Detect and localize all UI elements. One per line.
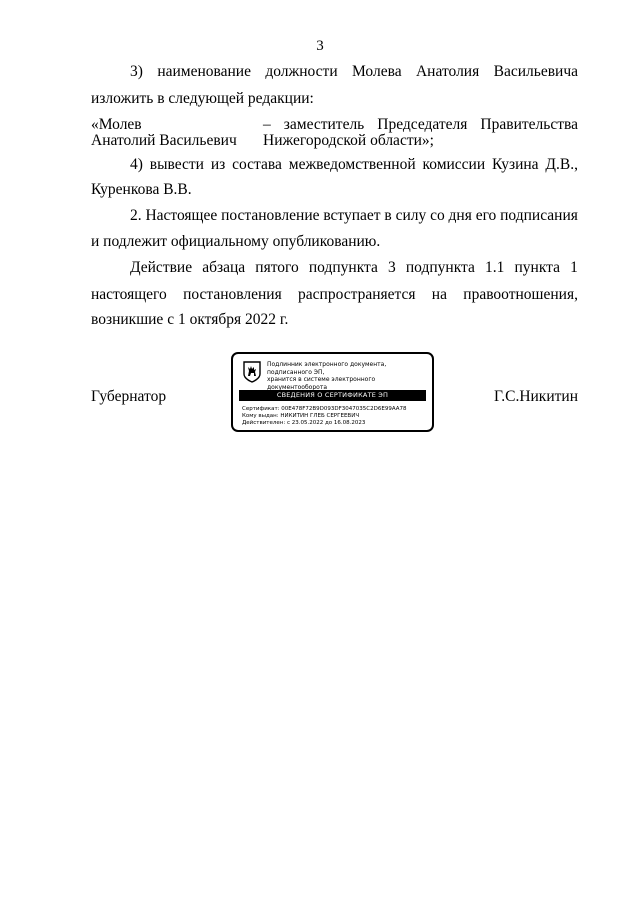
word: должности <box>265 63 338 80</box>
stamp-issued-to-row: Кому выдан: НИКИТИН ГЛЕБ СЕРГЕЕВИЧ <box>242 413 360 419</box>
word: 3) <box>130 63 143 80</box>
paragraph-effect-line-2 <box>91 286 578 304</box>
stamp-certificate-row: Сертификат: 00E478F72B9D093DF3047035C2D6E99AA78 <box>242 406 407 412</box>
word: межведомственной <box>288 156 416 173</box>
nizhny-novgorod-emblem-icon <box>242 361 262 383</box>
word: наименование <box>157 63 251 80</box>
paragraph-effect-line-1 <box>130 259 578 277</box>
word: абзаца <box>202 259 246 276</box>
word: его <box>475 207 497 224</box>
paragraph-2-line-2: и подлежит официальному опубликованию. <box>91 233 381 250</box>
word: комиссии <box>422 156 486 173</box>
word: постановление <box>221 207 320 224</box>
word: состава <box>232 156 282 173</box>
word: Настоящее <box>145 207 218 224</box>
signatory-position: Губернатор <box>91 388 167 405</box>
page-number: 3 <box>316 38 324 54</box>
paragraph-item-4-line-2: Куренкова В.В. <box>91 181 192 198</box>
word: – <box>263 116 271 133</box>
word: настоящего <box>91 286 167 303</box>
word: подпункта <box>405 259 475 276</box>
word: Кузина <box>492 156 539 173</box>
quote-position-line-2: Нижегородской области»; <box>263 132 434 149</box>
word: со <box>430 207 445 224</box>
paragraph-item-3-line-2: изложить в следующей редакции: <box>91 90 314 107</box>
word: в <box>384 207 392 224</box>
electronic-signature-stamp <box>231 352 434 432</box>
paragraph-item-3-line-1 <box>130 63 578 81</box>
word: силу <box>395 207 427 224</box>
word: 3 <box>388 259 396 276</box>
word: Действие <box>130 259 193 276</box>
word: заместитель <box>283 116 365 133</box>
quote-name-line-2: Анатолий Васильевич <box>91 132 237 149</box>
word: постановления <box>183 286 282 303</box>
stamp-header: СВЕДЕНИЯ О СЕРТИФИКАТЕ ЭП <box>239 390 426 401</box>
word: 4) <box>130 156 143 173</box>
stamp-notice <box>267 361 429 391</box>
word: Анатолия <box>415 63 480 80</box>
word: подпункта <box>308 259 378 276</box>
word: Васильевича <box>493 63 578 80</box>
stamp-notice-line-1: Подлинник электронного документа, подписанного ЭП, <box>267 361 387 376</box>
paragraph-effect-line-3: возникшие с 1 октября 2022 г. <box>91 311 289 328</box>
word: на <box>431 286 447 303</box>
word: подписания <box>500 207 578 224</box>
word: пункта <box>514 259 561 276</box>
word: вывести <box>149 156 204 173</box>
signatory-name: Г.С.Никитин <box>494 388 578 405</box>
word: Д.В., <box>545 156 578 173</box>
paragraph-2-line-1 <box>130 207 578 225</box>
word: из <box>210 156 226 173</box>
word: дня <box>448 207 472 224</box>
word: вступает <box>323 207 381 224</box>
word: 1 <box>570 259 578 276</box>
word: распространяется <box>298 286 416 303</box>
word: Правительства <box>480 116 578 133</box>
quote-name-line-1: «Молев <box>91 116 142 133</box>
word: Молева <box>352 63 402 80</box>
word: 1.1 <box>485 259 505 276</box>
word: Председателя <box>377 116 468 133</box>
stamp-validity-row: Действителен: с 23.05.2022 до 16.08.2023 <box>242 420 366 426</box>
word: 2. <box>130 207 142 224</box>
paragraph-item-4-line-1 <box>130 156 578 174</box>
stamp-notice-line-2: хранится в системе электронного документооборота <box>267 376 376 391</box>
word: пятого <box>255 259 299 276</box>
word: правоотношения, <box>463 286 578 303</box>
